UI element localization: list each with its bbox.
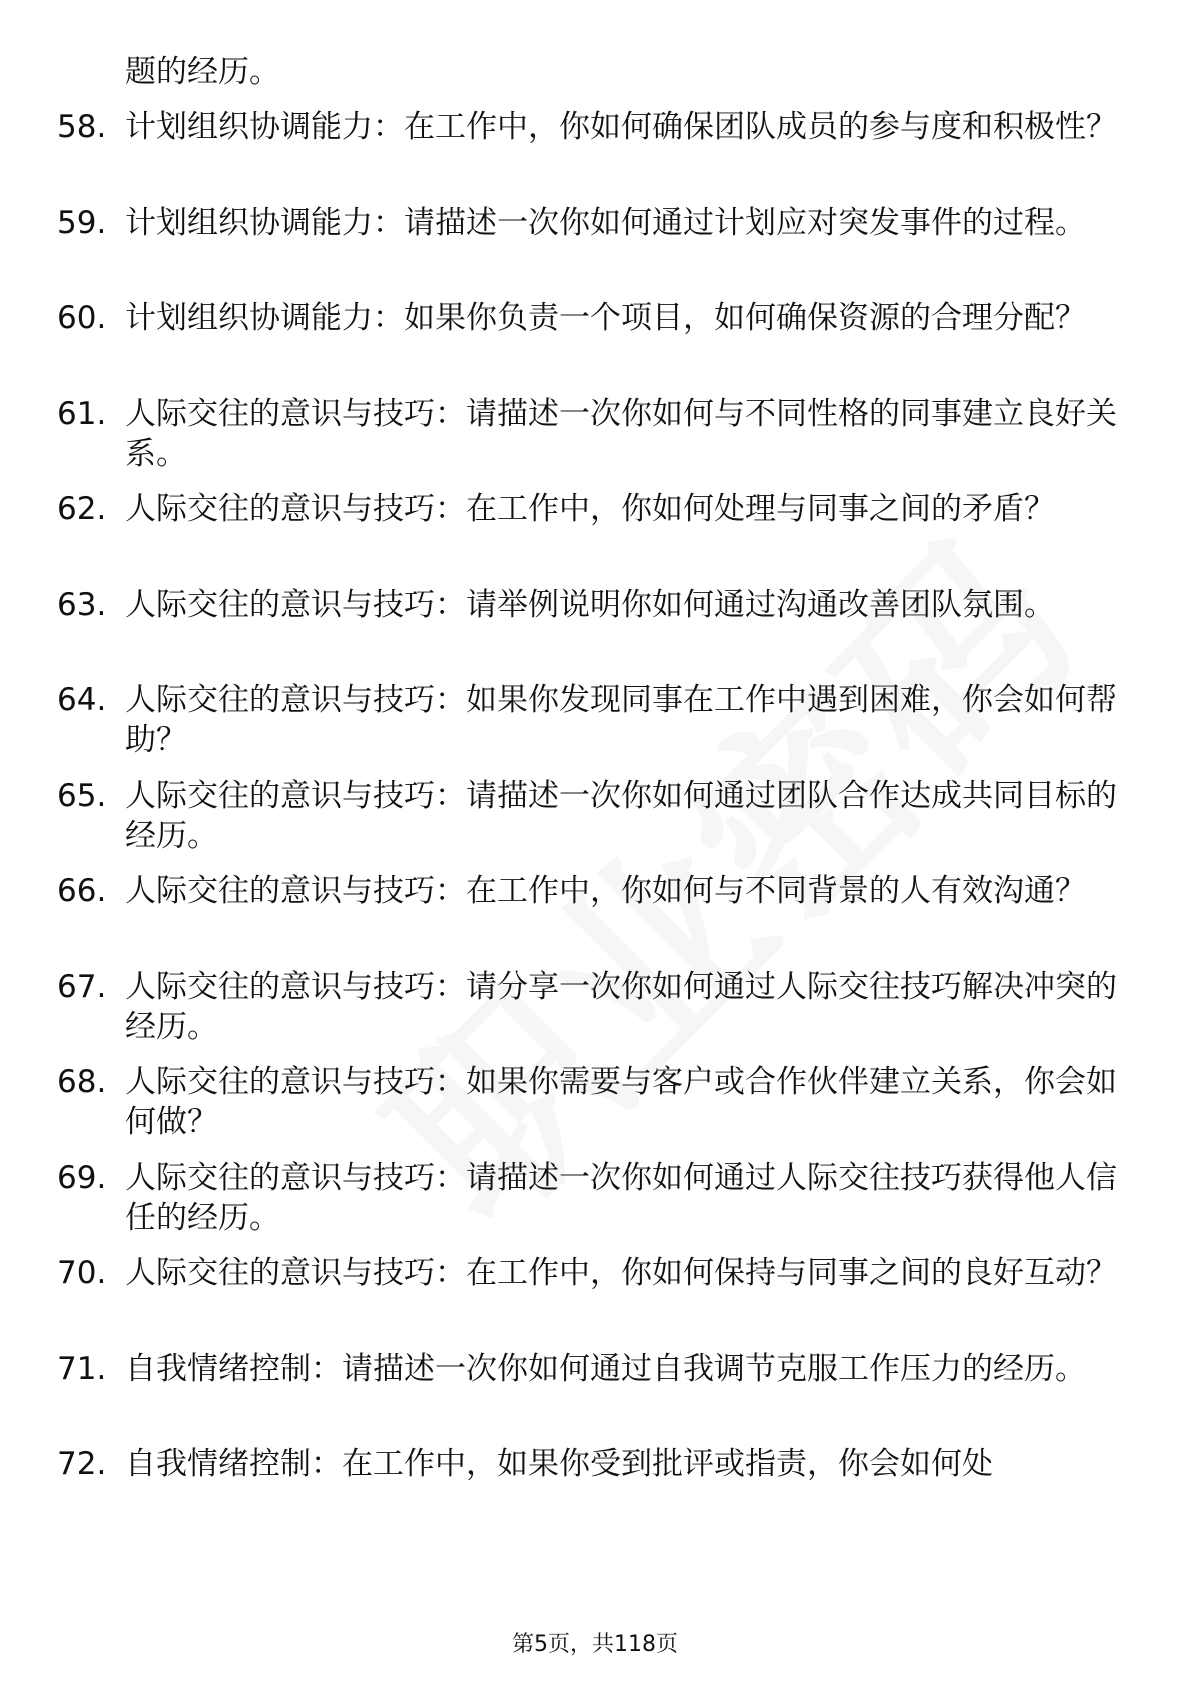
item-text: 人际交往的意识与技巧：请分享一次你如何通过人际交往技巧解决冲突的经历。 [125,969,1117,1045]
item-text: 人际交往的意识与技巧：在工作中，你如何与不同背景的人有效沟通？ [125,873,1086,909]
item-text: 人际交往的意识与技巧：请举例说明你如何通过沟通改善团队氛围。 [125,587,1055,623]
item-number: 62. [57,491,107,527]
item-number: 72. [57,1446,107,1482]
continuation-text: 题的经历。 [125,54,280,90]
item-text: 自我情绪控制：请描述一次你如何通过自我调节克服工作压力的经历。 [125,1351,1086,1387]
item-number: 63. [57,587,107,623]
item-number: 67. [57,969,107,1005]
item-number: 69. [57,1160,107,1196]
item-text: 人际交往的意识与技巧：请描述一次你如何通过团队合作达成共同目标的经历。 [125,778,1117,854]
item-text: 人际交往的意识与技巧：在工作中，你如何保持与同事之间的良好互动？ [125,1255,1117,1291]
item-text: 人际交往的意识与技巧：如果你需要与客户或合作伙伴建立关系，你会如何做？ [125,1064,1117,1140]
item-text: 计划组织协调能力：请描述一次你如何通过计划应对突发事件的过程。 [125,205,1086,241]
item-text: 人际交往的意识与技巧：在工作中，你如何处理与同事之间的矛盾？ [125,491,1055,527]
item-text: 计划组织协调能力：如果你负责一个项目，如何确保资源的合理分配？ [125,300,1086,336]
page-footer: 第5页，共118页 [512,1632,678,1657]
item-text: 人际交往的意识与技巧：如果你发现同事在工作中遇到困难，你会如何帮助？ [125,682,1117,758]
item-text: 自我情绪控制：在工作中，如果你受到批评或指责，你会如何处 [125,1446,993,1482]
item-number: 58. [57,109,107,145]
item-number: 65. [57,778,107,814]
item-number: 61. [57,396,107,432]
item-number: 59. [57,205,107,241]
item-number: 70. [57,1255,107,1291]
item-number: 64. [57,682,107,718]
item-number: 68. [57,1064,107,1100]
item-number: 66. [57,873,107,909]
item-text: 人际交往的意识与技巧：请描述一次你如何与不同性格的同事建立良好关系。 [125,396,1117,472]
item-text: 人际交往的意识与技巧：请描述一次你如何通过人际交往技巧获得他人信任的经历。 [125,1160,1117,1236]
item-number: 71. [57,1351,107,1387]
item-number: 60. [57,300,107,336]
item-text: 计划组织协调能力：在工作中，你如何确保团队成员的参与度和积极性？ [125,109,1117,145]
